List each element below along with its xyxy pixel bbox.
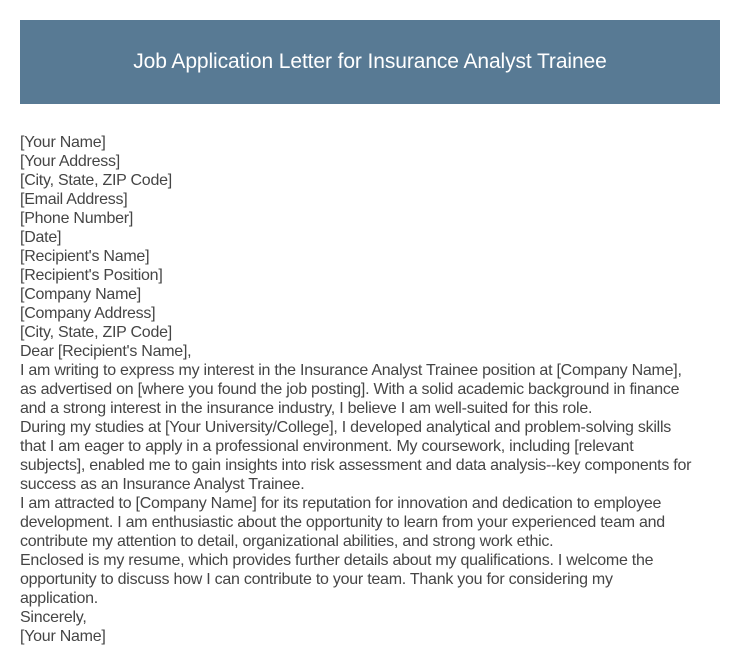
- paragraph-line: I am writing to express my interest in the Insurance Analyst Trainee position at [Company Name],: [20, 362, 682, 379]
- sender-phone: [Phone Number]: [20, 210, 134, 227]
- salutation: Dear [Recipient's Name],: [20, 343, 192, 360]
- paragraph-line: During my studies at [Your University/College], I developed analytical and problem-solving skills: [20, 419, 672, 436]
- sender-block: [20, 133, 725, 228]
- recipient-company-address: [Company Address]: [20, 305, 156, 322]
- paragraph-line: subjects], enabled me to gain insights into risk assessment and data analysis--key components for: [20, 457, 692, 474]
- recipient-block: [20, 247, 725, 342]
- paragraph-line: opportunity to discuss how I can contribute to your team. Thank you for considering my: [20, 571, 613, 588]
- letter-body: [20, 133, 725, 646]
- recipient-position: [Recipient's Position]: [20, 267, 163, 284]
- paragraph-line: application.: [20, 590, 98, 607]
- sender-address: [Your Address]: [20, 153, 120, 170]
- page-title: Job Application Letter for Insurance Analyst Trainee: [133, 50, 607, 73]
- sender-name: [Your Name]: [20, 134, 106, 151]
- paragraph-line: that I am eager to apply in a professional environment. My coursework, including [relevant: [20, 438, 634, 455]
- recipient-city-state-zip: [City, State, ZIP Code]: [20, 324, 172, 341]
- paragraph-line: contribute my attention to detail, organizational abilities, and strong work ethic.: [20, 533, 554, 550]
- paragraph-education: [20, 418, 725, 494]
- paragraph-line: success as an Insurance Analyst Trainee.: [20, 476, 305, 493]
- paragraph-line: Enclosed is my resume, which provides further details about my qualifications. I welcome the: [20, 552, 654, 569]
- page-header: [20, 20, 720, 104]
- paragraph-line: and a strong interest in the insurance industry, I believe I am well-suited for this role.: [20, 400, 593, 417]
- signature: [Your Name]: [20, 628, 106, 645]
- paragraph-motivation: [20, 494, 725, 551]
- paragraph-line: as advertised on [where you found the job posting]. With a solid academic background in finance: [20, 381, 680, 398]
- sender-city-state-zip: [City, State, ZIP Code]: [20, 172, 172, 189]
- recipient-company: [Company Name]: [20, 286, 141, 303]
- paragraph-intro: [20, 361, 725, 418]
- closing: Sincerely,: [20, 609, 87, 626]
- sender-email: [Email Address]: [20, 191, 128, 208]
- paragraph-line: I am attracted to [Company Name] for its reputation for innovation and dedication to employee: [20, 495, 662, 512]
- recipient-name: [Recipient's Name]: [20, 248, 150, 265]
- letter-date: [Date]: [20, 229, 62, 246]
- paragraph-line: development. I am enthusiastic about the opportunity to learn from your experienced team and: [20, 514, 665, 531]
- paragraph-closing: [20, 551, 725, 608]
